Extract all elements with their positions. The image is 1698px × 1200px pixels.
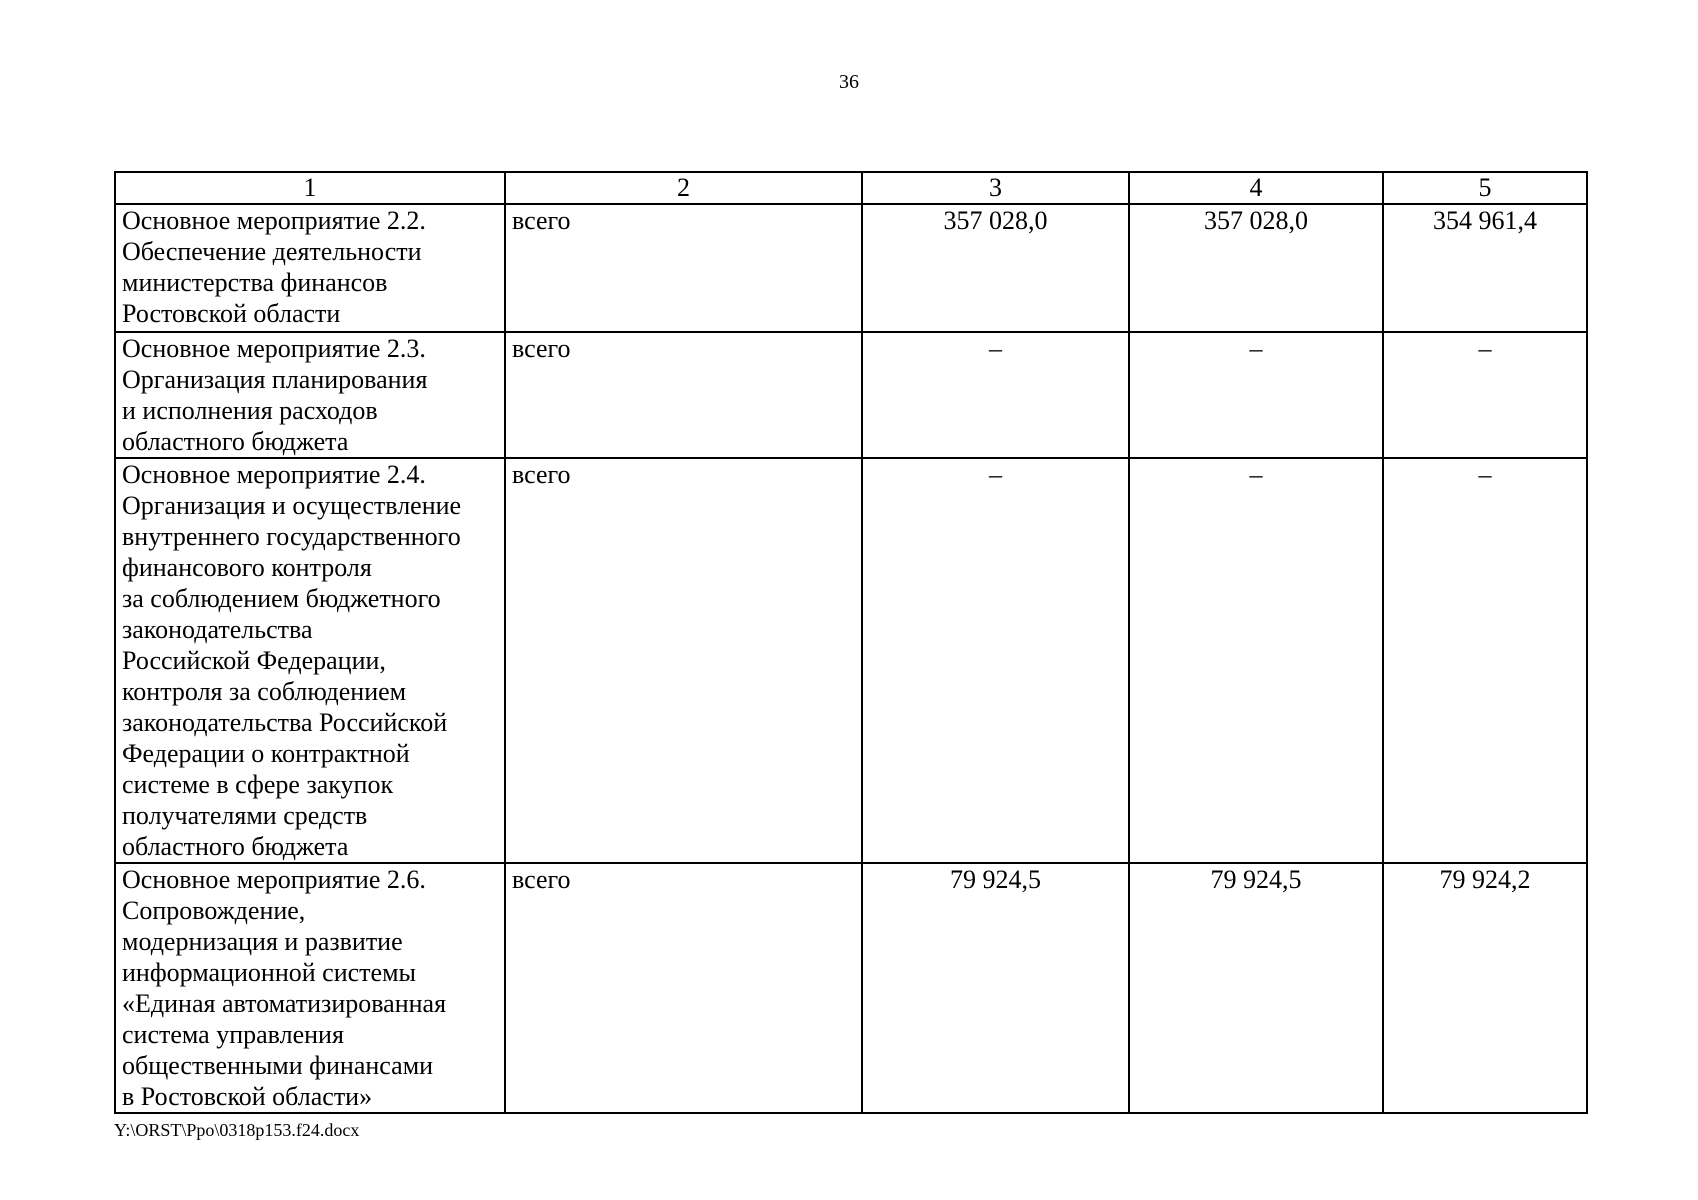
budget-table: [114, 171, 1588, 1114]
page-number: 36: [839, 71, 859, 93]
table-row: [115, 458, 1587, 863]
column-header-2: 2: [505, 172, 862, 204]
value-cell-col4: –: [1129, 332, 1383, 458]
column-header-1: 1: [115, 172, 505, 204]
value-cell-col4: –: [1129, 458, 1383, 863]
value-cell-col5: 354 961,4: [1383, 204, 1587, 332]
table-header-row: [115, 172, 1587, 204]
activity-name-cell: Основное мероприятие 2.4. Организация и осуществление внутреннего государственного финансового контроля за соблюдением бюджетного законодательства Российской Федерации, контроля за соблюдением законодательства Российской Федерации о контрактной системе в сфере закупок получателями средств областного бюджета: [115, 458, 505, 863]
table-row: [115, 332, 1587, 458]
activity-name-cell: Основное мероприятие 2.2. Обеспечение деятельности министерства финансов Ростовской области: [115, 204, 505, 332]
table-row: [115, 863, 1587, 1113]
funding-source-cell: всего: [505, 204, 862, 332]
table-row: [115, 204, 1587, 332]
funding-source-cell: всего: [505, 863, 862, 1113]
column-header-3: 3: [862, 172, 1129, 204]
column-header-5: 5: [1383, 172, 1587, 204]
activity-name-cell: Основное мероприятие 2.6. Сопровождение, модернизация и развитие информационной системы «Единая автоматизированная система управления общественными финансами в Ростовской области»: [115, 863, 505, 1113]
value-cell-col3: 357 028,0: [862, 204, 1129, 332]
value-cell-col3: –: [862, 332, 1129, 458]
value-cell-col4: 357 028,0: [1129, 204, 1383, 332]
column-header-4: 4: [1129, 172, 1383, 204]
value-cell-col4: 79 924,5: [1129, 863, 1383, 1113]
value-cell-col5: –: [1383, 458, 1587, 863]
value-cell-col3: 79 924,5: [862, 863, 1129, 1113]
funding-source-cell: всего: [505, 458, 862, 863]
value-cell-col5: 79 924,2: [1383, 863, 1587, 1113]
value-cell-col3: –: [862, 458, 1129, 863]
footer-file-path: Y:\ORST\Ppo\0318p153.f24.docx: [114, 1120, 360, 1140]
funding-source-cell: всего: [505, 332, 862, 458]
value-cell-col5: –: [1383, 332, 1587, 458]
activity-name-cell: Основное мероприятие 2.3. Организация планирования и исполнения расходов областного бюджета: [115, 332, 505, 458]
